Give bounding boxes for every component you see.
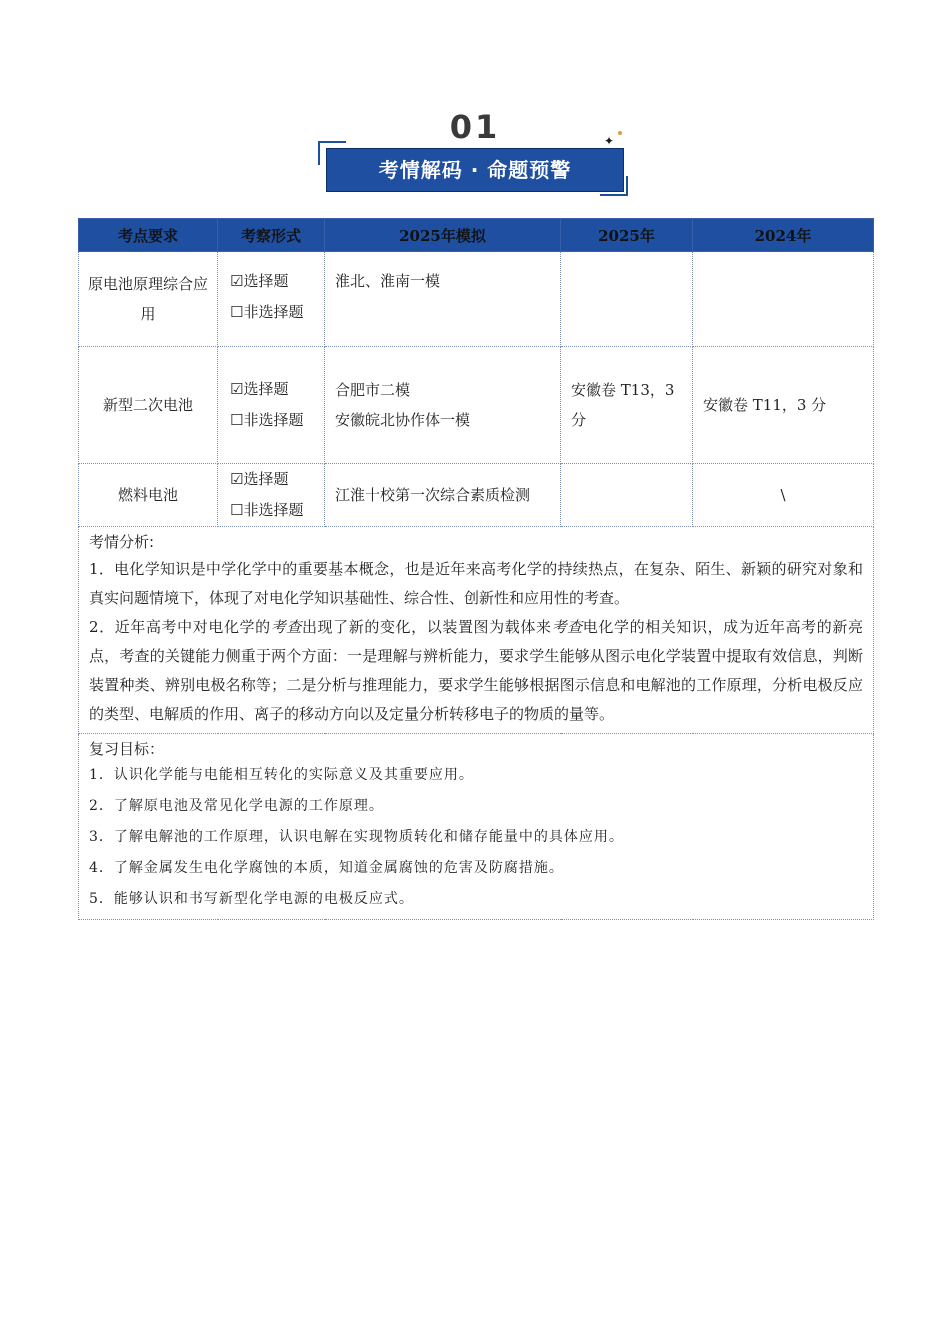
exam-2025-cell bbox=[561, 252, 693, 347]
analysis-paragraph-1: 1．电化学知识是中学化学中的重要基本概念，也是近年来高考化学的持续热点，在复杂、陌生、新颖的研究对象和真实问题情境下，体现了对电化学知识基础性、综合性、创新性和应用性的考查。 bbox=[89, 560, 863, 607]
goals-label: 复习目标： bbox=[89, 740, 165, 758]
exam-2024-cell bbox=[693, 347, 874, 464]
analysis-row bbox=[79, 527, 874, 734]
mock-2025-cell bbox=[325, 464, 561, 527]
unchecked-box-icon: ☐ bbox=[230, 411, 244, 429]
mock-2025-cell bbox=[325, 347, 561, 464]
goal-item: 3．了解电解池的工作原理，认识电解在实现物质转化和储存能量中的具体应用。 bbox=[89, 829, 624, 845]
goal-item: 2．了解原电池及常见化学电源的工作原理。 bbox=[89, 798, 384, 814]
form-option: ☑选择题 bbox=[230, 272, 289, 290]
table-header-row bbox=[79, 219, 874, 252]
mock-text: 合肥市二模 bbox=[335, 381, 411, 399]
column-header: 考察形式 bbox=[218, 219, 325, 252]
form-option: ☐非选择题 bbox=[230, 501, 304, 519]
exam-2024-text: 安徽卷 T11，3 分 bbox=[703, 396, 827, 414]
topic-text: 原电池原理综合应用 bbox=[87, 275, 208, 323]
goal-item: 5．能够认识和书写新型化学电源的电极反应式。 bbox=[89, 891, 414, 907]
exam-2025-cell bbox=[561, 347, 693, 464]
table-row bbox=[79, 464, 874, 527]
form-option: ☐非选择题 bbox=[230, 303, 304, 321]
topic-cell bbox=[79, 464, 218, 527]
table-row bbox=[79, 252, 874, 347]
mock-2025-cell bbox=[325, 252, 561, 347]
table-row bbox=[79, 347, 874, 464]
form-option: ☐非选择题 bbox=[230, 411, 304, 429]
topic-cell bbox=[79, 347, 218, 464]
goals-section bbox=[79, 734, 874, 920]
exam-2025-text: 安徽卷 T13，3 分 bbox=[571, 381, 675, 429]
topic-cell bbox=[79, 252, 218, 347]
column-header: 2025年模拟 bbox=[325, 219, 561, 252]
topic-text: 新型二次电池 bbox=[102, 396, 193, 414]
mock-text: 淮北、淮南一模 bbox=[335, 272, 441, 290]
exam-2025-cell bbox=[561, 464, 693, 527]
form-option: ☑选择题 bbox=[230, 470, 289, 488]
form-cell bbox=[218, 347, 325, 464]
goal-item: 4．了解金属发生电化学腐蚀的本质，知道金属腐蚀的危害及防腐措施。 bbox=[89, 860, 564, 876]
unchecked-box-icon: ☐ bbox=[230, 303, 244, 321]
banner-title: 考情解码 · 命题预警 bbox=[326, 148, 624, 192]
exam-analysis-table bbox=[78, 218, 874, 920]
column-header: 2025年 bbox=[561, 219, 693, 252]
form-cell bbox=[218, 252, 325, 347]
exam-2024-cell bbox=[693, 252, 874, 347]
unchecked-box-icon: ☐ bbox=[230, 501, 244, 519]
dot-icon bbox=[618, 131, 622, 135]
checked-box-icon: ☑ bbox=[230, 272, 244, 290]
checked-box-icon: ☑ bbox=[230, 380, 244, 398]
form-option: ☑选择题 bbox=[230, 380, 289, 398]
mock-text: 安徽皖北协作体一模 bbox=[335, 411, 471, 429]
goals-row bbox=[79, 734, 874, 920]
goal-item: 1．认识化学能与电能相互转化的实际意义及其重要应用。 bbox=[89, 767, 474, 783]
analysis-section bbox=[79, 527, 874, 734]
section-number: 01 bbox=[449, 108, 501, 146]
column-header: 2024年 bbox=[693, 219, 874, 252]
column-header: 考点要求 bbox=[79, 219, 218, 252]
sparkle-icon: ✦ bbox=[604, 134, 615, 148]
analysis-label: 考情分析: bbox=[89, 533, 155, 551]
analysis-paragraph-2: 2．近年高考中对电化学的考查出现了新的变化，以装置图为载体来考查电化学的相关知识，成为近年高考的新亮点，考查的关键能力侧重于两个方面：一是理解与辨析能力，要求学生能够从图示电化学装置中提取有效信息，判断装置种类、辨别电极名称等；二是分析与推理能力，要求学生能够根据图示信息和电解池的工作原理，分析电极反应的类型、电解质的作用、离子的移动方向以及定量分析转移电子的物质的量等。 bbox=[89, 618, 863, 723]
topic-text: 燃料电池 bbox=[117, 486, 178, 504]
exam-2024-cell: \ bbox=[693, 464, 874, 527]
form-cell bbox=[218, 464, 325, 527]
section-header bbox=[0, 0, 950, 210]
checked-box-icon: ☑ bbox=[230, 470, 244, 488]
mock-text: 江淮十校第一次综合素质检测 bbox=[335, 486, 531, 504]
